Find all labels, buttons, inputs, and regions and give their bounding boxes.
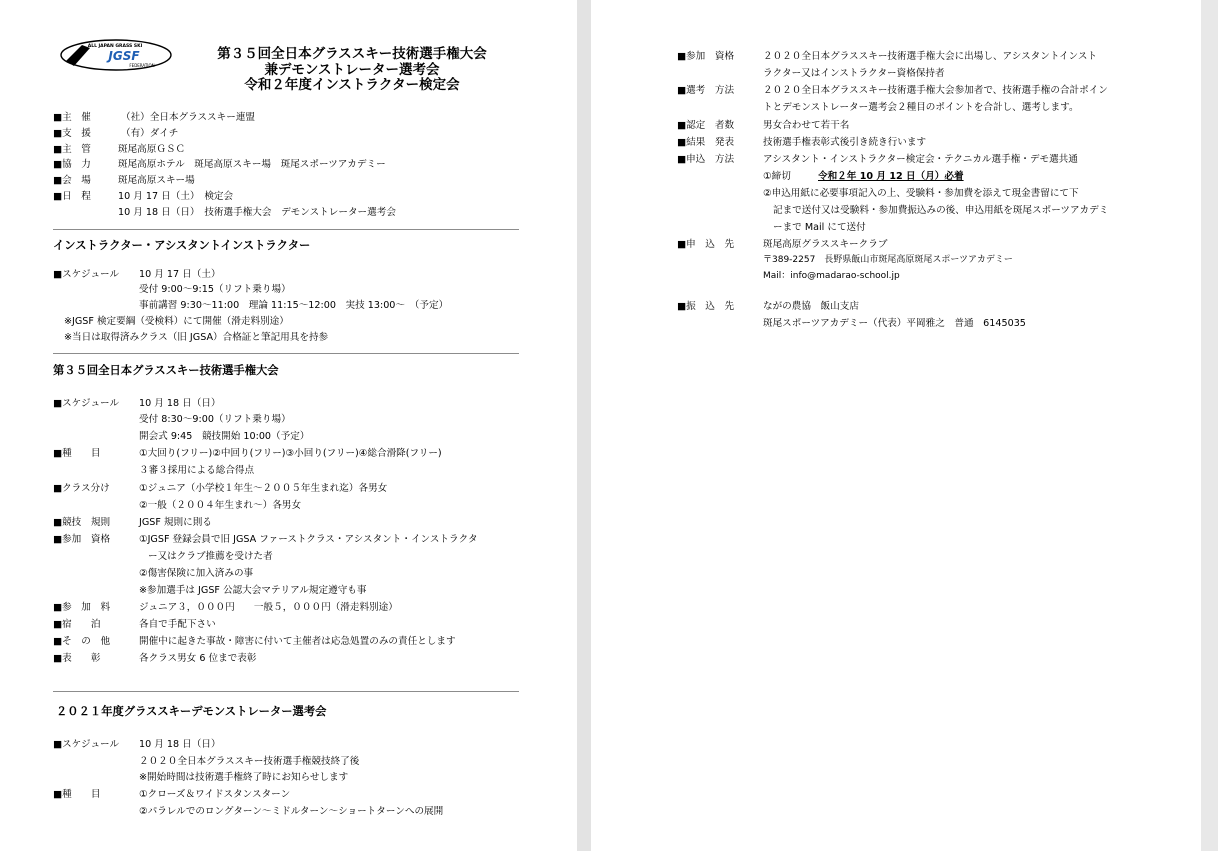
title-line: 第３５回全日本グラススキー技術選手権大会 bbox=[217, 46, 487, 62]
event-label: ■種 目 bbox=[53, 789, 101, 800]
fee-value: ジュニア３，０００円 一般５，０００円（滑走料別途） bbox=[139, 602, 398, 613]
method-label: ■選考 方法 bbox=[677, 85, 735, 96]
info-label: ■主 管 bbox=[53, 144, 91, 155]
dest-line: 〒389-2257 長野県飯山市斑尾高原斑尾スポーツアカデミー bbox=[763, 255, 1013, 265]
deadline-prefix: ①締切 bbox=[763, 171, 791, 182]
info-value: （有）ダイチ bbox=[121, 128, 179, 139]
info-label: ■協 力 bbox=[53, 159, 91, 170]
schedule-line: 事前講習 9:30～11:00 理論 11:15～12:00 実技 13:00～ （予定） bbox=[139, 300, 449, 311]
info-value: 10 月 18 日（日） 技術選手権大会 デモンストレーター選考会 bbox=[118, 207, 396, 218]
count-value: 男女合わせて若干名 bbox=[763, 120, 850, 131]
rule-label: ■競技 規則 bbox=[53, 517, 111, 528]
event-line: ②パラレルでのロングターン～ミドルターン～ショートターンへの展開 bbox=[139, 806, 444, 817]
info-value: （社）全日本グラススキー連盟 bbox=[121, 112, 256, 123]
event-line: ３審３採用による総合得点 bbox=[139, 465, 255, 476]
title-line: 兼デモンストレーター選考会 bbox=[264, 61, 440, 78]
info-label: ■会 場 bbox=[53, 175, 91, 186]
info-value: 10 月 17 日（土） 検定会 bbox=[118, 191, 234, 202]
apply-line: 記まで送付又は受験料・参加費振込みの後、申込用紙を斑尾スポーツアカデミ bbox=[773, 205, 1109, 216]
award-value: 各クラス男女 6 位まで表彰 bbox=[139, 653, 257, 664]
schedule-line: 受付 9:00～9:15（リフト乗り場） bbox=[139, 284, 291, 295]
class-line: ①ジュニア（小学校１年生～２００５年生まれ迄）各男女 bbox=[139, 483, 388, 494]
apply-line: ②申込用紙に必要事項記入の上、受験料・参加費を添えて現金書留にて下 bbox=[763, 188, 1079, 199]
schedule-line: 受付 8:30～9:00（リフト乗り場） bbox=[139, 414, 291, 425]
fee-label: ■参 加 料 bbox=[53, 602, 111, 613]
schedule-label: ■スケジュール bbox=[53, 398, 120, 409]
logo-bottom-text: FEDERATION bbox=[129, 63, 155, 68]
info-label: ■支 援 bbox=[53, 128, 91, 139]
count-label: ■認定 者数 bbox=[677, 120, 735, 131]
schedule-line: ２０２０全日本グラススキー技術選手権競技終了後 bbox=[139, 756, 360, 767]
qual-line: ２０２０全日本グラススキー技術選手権大会に出場し、アシスタントインスト bbox=[763, 51, 1098, 62]
section-heading: インストラクター・アシスタントインストラクター bbox=[53, 239, 311, 252]
bank-label: ■振 込 先 bbox=[677, 301, 735, 312]
title-line: 令和２年度インストラクター検定会 bbox=[244, 77, 460, 93]
schedule-line: 10 月 18 日（日） bbox=[139, 739, 221, 750]
event-label: ■種 目 bbox=[53, 448, 101, 459]
qual-line: ②傷害保険に加入済みの事 bbox=[139, 568, 254, 579]
qual-line: ①JGSF 登録会員で旧 JGSA ファーストクラス・アシスタント・インストラクタ bbox=[139, 534, 478, 545]
stay-label: ■宿 泊 bbox=[53, 619, 101, 630]
event-line: ①大回り(フリー)②中回り(フリー)③小回り(フリー)④総合滑降(フリー) bbox=[139, 448, 442, 459]
qual-line: ※参加選手は JGSF 公認大会マテリアル規定遵守も事 bbox=[139, 585, 367, 596]
divider bbox=[53, 691, 519, 692]
dest-line: 斑尾高原グラススキークラブ bbox=[763, 239, 888, 250]
qual-label: ■参加 資格 bbox=[677, 51, 735, 62]
deadline-value: 令和２年 10 月 12 日（月）必着 bbox=[818, 171, 964, 182]
dest-label: ■申 込 先 bbox=[677, 239, 735, 250]
logo-top-text: ALL JAPAN GRASS SKI bbox=[87, 44, 143, 49]
award-label: ■表 彰 bbox=[53, 653, 101, 664]
divider bbox=[53, 353, 519, 354]
qual-label: ■参加 資格 bbox=[53, 534, 111, 545]
schedule-line: 開会式 9:45 競技開始 10:00（予定） bbox=[139, 431, 310, 442]
apply-line: ーまで Mail にて送付 bbox=[773, 222, 866, 233]
schedule-label: ■スケジュール bbox=[53, 739, 120, 750]
apply-label: ■申込 方法 bbox=[677, 154, 735, 165]
bank-line: 斑尾スポーツアカデミー（代表）平岡雅之 普通 6145035 bbox=[763, 318, 1026, 329]
method-line: トとデモンストレーター選考会２種目のポイントを合計し、選考します。 bbox=[763, 102, 1079, 113]
class-label: ■クラス分け bbox=[53, 483, 110, 494]
info-value: 斑尾高原ホテル 斑尾高原スキー場 斑尾スポーツアカデミー bbox=[118, 159, 386, 170]
scroll-area bbox=[1201, 0, 1218, 851]
section-heading: ２０２１年度グラススキーデモンストレーター選考会 bbox=[56, 705, 327, 718]
qual-line: ー又はクラブ推薦を受けた者 bbox=[148, 551, 273, 562]
document-title bbox=[192, 47, 512, 94]
divider bbox=[53, 229, 519, 230]
bank-line: ながの農協 飯山支店 bbox=[763, 301, 859, 312]
rule-value: JGSF 規則に則る bbox=[139, 517, 212, 528]
schedule-line: ※開始時間は技術選手権終了時にお知らせします bbox=[139, 772, 349, 783]
method-line: ２０２０全日本グラススキー技術選手権大会参加者で、技術選手権の合計ポイン bbox=[763, 85, 1108, 96]
note-line: ※当日は取得済みクラス（旧 JGSA）合格証と筆記用具を持参 bbox=[64, 332, 329, 343]
result-label: ■結果 発表 bbox=[677, 137, 735, 148]
info-value: 斑尾高原スキー場 bbox=[118, 175, 195, 186]
info-label: ■日 程 bbox=[53, 191, 91, 202]
info-value: 斑尾高原ＧＳＣ bbox=[118, 144, 186, 155]
schedule-line: 10 月 18 日（日） bbox=[139, 398, 221, 409]
stay-value: 各自で手配下さい bbox=[139, 619, 216, 630]
class-line: ②一般（２００４年生まれ～）各男女 bbox=[139, 500, 302, 511]
document-page-left bbox=[0, 0, 577, 851]
result-value: 技術選手権表彰式後引き続き行います bbox=[763, 137, 927, 148]
document-page-right bbox=[591, 0, 1201, 851]
logo-mark: JGSF bbox=[108, 49, 140, 63]
qual-line: ラクター又はインストラクター資格保持者 bbox=[763, 68, 945, 79]
info-label: ■主 催 bbox=[53, 112, 91, 123]
apply-value: アシスタント・インストラクター検定会・テクニカル選手権・デモ選共通 bbox=[763, 154, 1078, 165]
page-gap bbox=[577, 0, 591, 851]
schedule-label: ■スケジュール bbox=[53, 269, 120, 280]
schedule-line: 10 月 17 日（土） bbox=[139, 269, 221, 280]
jgsf-logo bbox=[60, 39, 173, 71]
section-heading: 第３５回全日本グラススキー技術選手権大会 bbox=[53, 364, 279, 377]
other-label: ■そ の 他 bbox=[53, 636, 111, 647]
note-line: ※JGSF 検定要綱（受検料）にて開催（滑走料別途） bbox=[64, 316, 289, 327]
other-value: 開催中に起きた事故・障害に付いて主催者は応急処置のみの責任とします bbox=[139, 636, 456, 647]
event-line: ①クローズ＆ワイドスタンスターン bbox=[139, 789, 291, 800]
dest-line: Mail：info@madarao-school.jp bbox=[763, 271, 900, 281]
